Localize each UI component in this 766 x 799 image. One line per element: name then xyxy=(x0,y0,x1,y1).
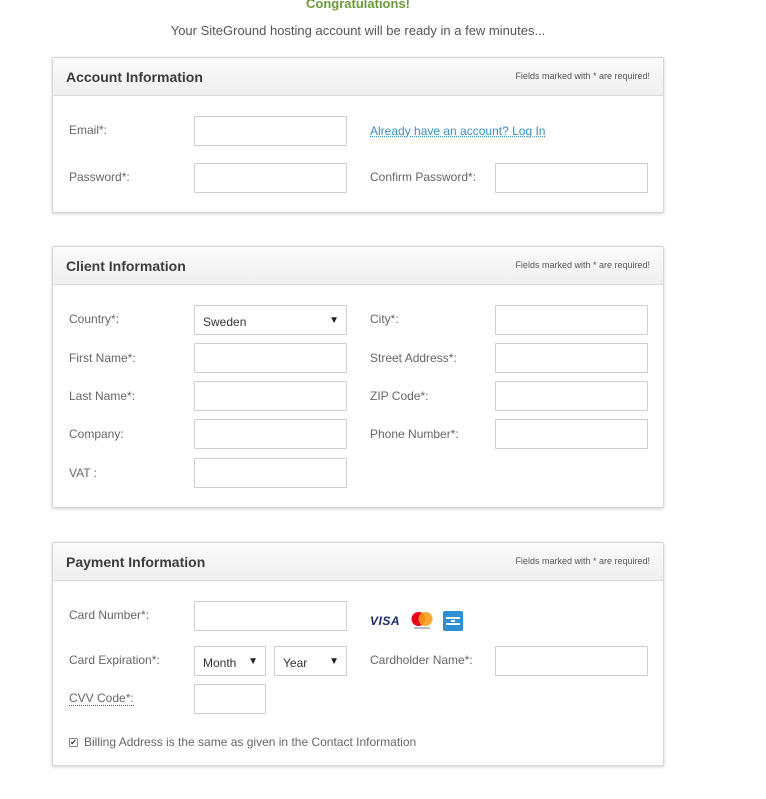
card-expiration-label: Card Expiration*: xyxy=(69,653,160,667)
cardholder-name-label: Cardholder Name*: xyxy=(370,653,473,667)
mastercard-icon xyxy=(410,610,434,632)
password-label: Password*: xyxy=(69,170,130,184)
email-field[interactable] xyxy=(194,116,347,146)
confirm-password-label: Confirm Password*: xyxy=(370,170,477,184)
phone-number-field[interactable] xyxy=(495,419,648,449)
account-information-panel xyxy=(52,57,664,213)
year-value: Year xyxy=(283,656,308,670)
country-value: Sweden xyxy=(203,315,247,329)
cvv-code-field[interactable] xyxy=(194,684,266,714)
country-label: Country*: xyxy=(69,312,120,326)
month-value: Month xyxy=(203,656,237,670)
billing-address-label: Billing Address is the same as given in the Contact Information xyxy=(84,735,417,749)
account-panel-header xyxy=(53,58,663,96)
zip-code-field[interactable] xyxy=(495,381,648,411)
visa-icon: VISA xyxy=(370,614,401,628)
subtitle-text: Your SiteGround hosting account will be ready in a few minutes... xyxy=(170,23,546,38)
client-information-panel xyxy=(52,246,664,508)
client-panel-header xyxy=(53,247,663,285)
payment-panel-header xyxy=(53,543,663,581)
card-number-field[interactable] xyxy=(194,601,347,631)
payment-panel-title: Payment Information xyxy=(66,554,206,570)
country-select[interactable] xyxy=(194,305,347,335)
password-field[interactable] xyxy=(194,163,347,193)
payment-information-panel xyxy=(52,542,664,766)
phone-number-label: Phone Number*: xyxy=(370,427,459,441)
account-required-note: Fields marked with * are required! xyxy=(515,71,650,81)
expiration-month-select[interactable] xyxy=(194,646,266,676)
street-address-field[interactable] xyxy=(495,343,648,373)
first-name-label: First Name*: xyxy=(69,351,136,365)
company-label: Company: xyxy=(69,427,124,441)
street-address-label: Street Address*: xyxy=(370,351,457,365)
company-field[interactable] xyxy=(194,419,347,449)
payment-required-note: Fields marked with * are required! xyxy=(515,556,650,566)
last-name-field[interactable] xyxy=(194,381,347,411)
first-name-field[interactable] xyxy=(194,343,347,373)
card-number-label: Card Number*: xyxy=(69,608,150,622)
client-panel-title: Client Information xyxy=(66,258,186,274)
account-panel-title: Account Information xyxy=(66,69,203,85)
chevron-down-icon: ▼ xyxy=(248,656,258,667)
expiration-year-select[interactable] xyxy=(274,646,347,676)
client-required-note: Fields marked with * are required! xyxy=(515,260,650,270)
confirm-password-field[interactable] xyxy=(495,163,648,193)
billing-address-checkbox[interactable]: ✔ xyxy=(70,738,77,747)
vat-field[interactable] xyxy=(194,458,347,488)
login-link[interactable]: Already have an account? Log In xyxy=(370,124,546,138)
vat-label: VAT : xyxy=(69,466,98,480)
last-name-label: Last Name*: xyxy=(69,389,136,403)
zip-code-label: ZIP Code*: xyxy=(370,389,429,403)
cvv-code-label: CVV Code*: xyxy=(69,691,134,705)
city-label: City*: xyxy=(370,312,399,326)
chevron-down-icon: ▼ xyxy=(329,656,339,667)
city-field[interactable] xyxy=(495,305,648,335)
chevron-down-icon: ▼ xyxy=(329,315,339,326)
email-label: Email*: xyxy=(69,123,108,137)
amex-icon xyxy=(443,611,463,631)
congrats-heading: Congratulations! xyxy=(306,0,410,11)
cardholder-name-field[interactable] xyxy=(495,646,648,676)
